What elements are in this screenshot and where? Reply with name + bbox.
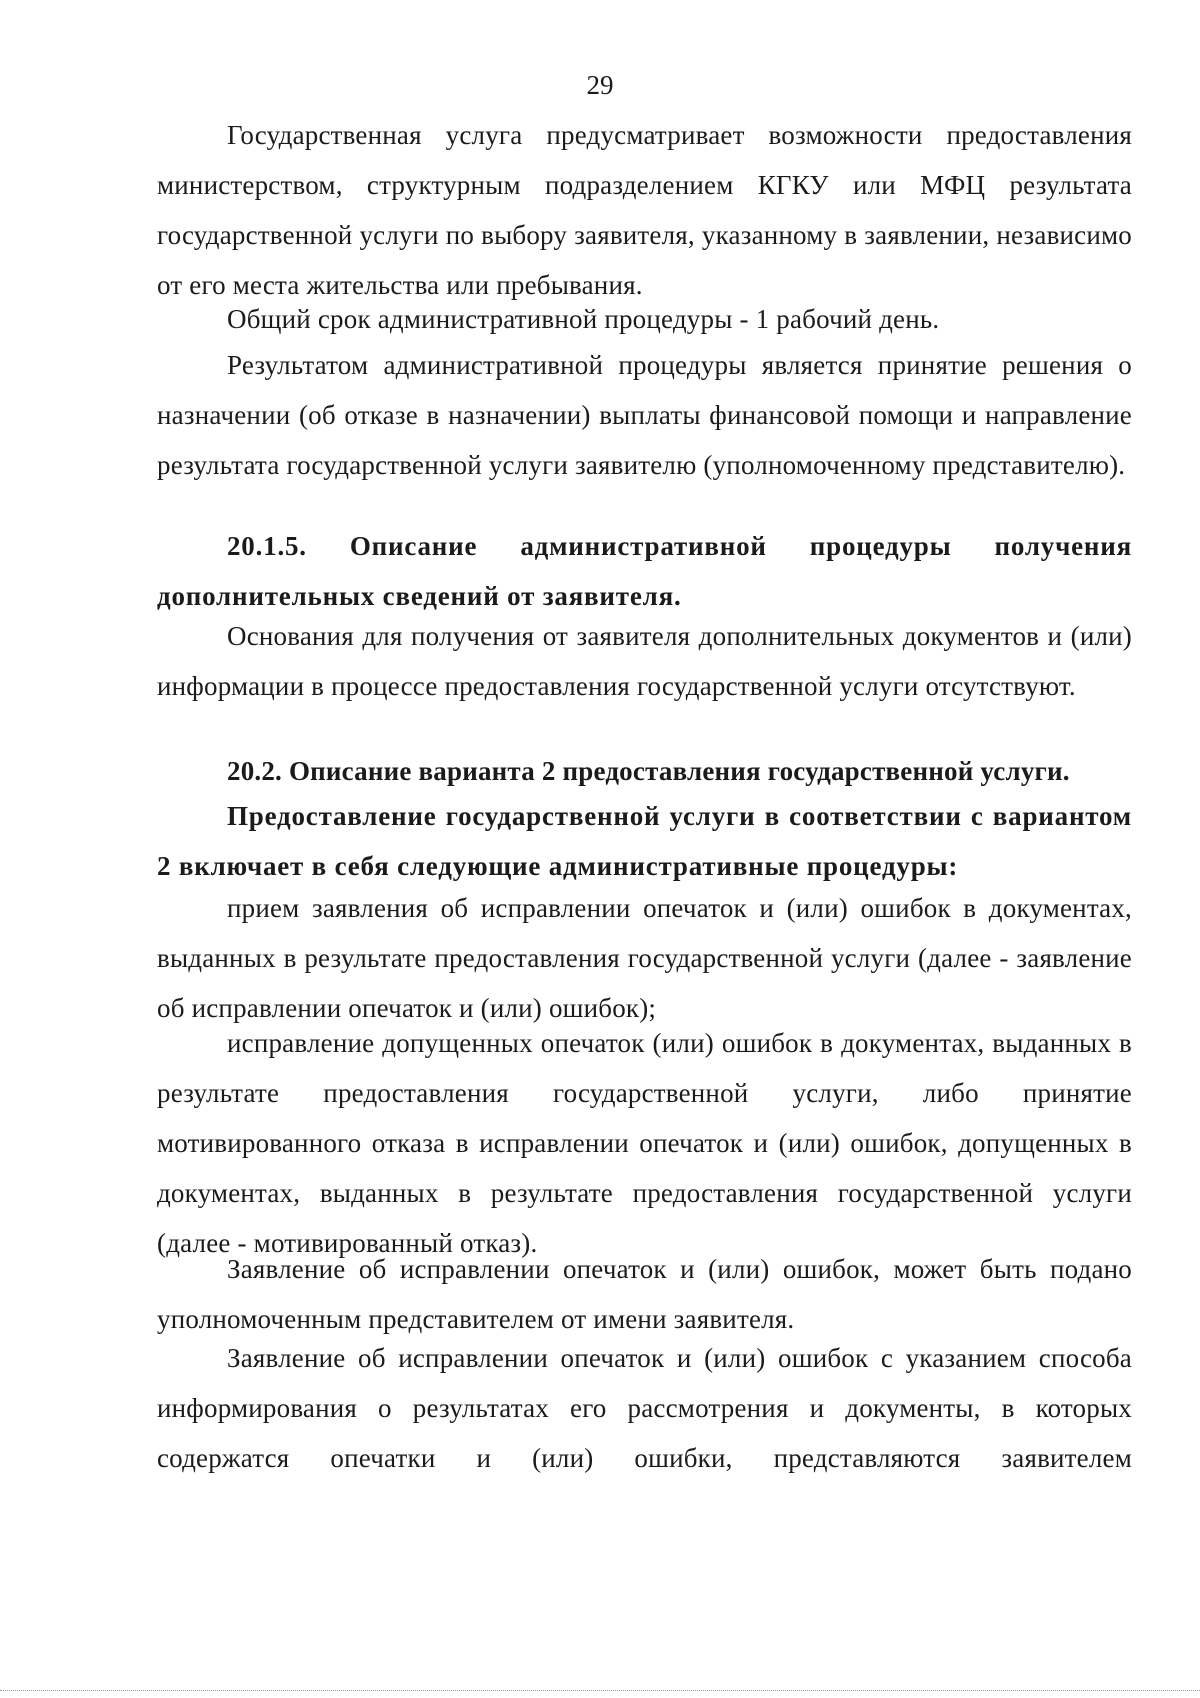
paragraph-variant-2-procedures: Предоставление государственной услуги в соответствии с вариантом 2 включает в себя следующие административные процедуры:	[157, 801, 1132, 881]
paragraph-service-result-delivery: Государственная услуга предусматривает возможности предоставления министерством, структурным подразделением КГКУ или МФЦ результата государственной услуги по выбору заявителя, указанному в заявлении, независимо от его места жительства или пребывания.	[157, 120, 1132, 300]
heading-20-2: 20.2. Описание варианта 2 предоставления государственной услуги.	[227, 756, 1070, 786]
list-item-application-intake: прием заявления об исправлении опечаток и (или) ошибок в документах, выданных в результате предоставления государственной услуги (далее - заявление об исправлении опечаток и (или) ошибок);	[157, 893, 1132, 1023]
page-number: 29	[586, 70, 614, 100]
paragraph-procedure-result: Результатом административной процедуры является принятие решения о назначении (об отказе в назначении) выплаты финансовой помощи и направление результата государственной услуги заявителю (уполномоченному представителю).	[157, 350, 1132, 480]
paragraph-submission-method: Заявление об исправлении опечаток и (или) ошибок с указанием способа информирования о результатах его рассмотрения и документы, в которых содержатся опечатки и (или) ошибки, представляются заявителем	[157, 1343, 1132, 1473]
paragraph-procedure-term: Общий срок административной процедуры - 1 рабочий день.	[227, 304, 940, 334]
list-item-error-correction: исправление допущенных опечаток (или) ошибок в документах, выданных в результате предоставления государственной услуги, либо принятие мотивированного отказа в исправлении опечаток и (или) ошибок, допущенных в документах, выданных в результате предоставления государственной услуги (далее - мотивированный отказ).	[157, 1028, 1132, 1258]
paragraph-no-additional-docs: Основания для получения от заявителя дополнительных документов и (или) информации в процессе предоставления государственной услуги отсутствуют.	[157, 621, 1132, 701]
scan-edge-line	[0, 1690, 1200, 1692]
paragraph-authorized-representative: Заявление об исправлении опечаток и (или) ошибок, может быть подано уполномоченным представителем от имени заявителя.	[157, 1254, 1132, 1334]
heading-20-1-5: 20.1.5. Описание административной процедуры получения дополнительных сведений от заявителя.	[157, 531, 1132, 611]
